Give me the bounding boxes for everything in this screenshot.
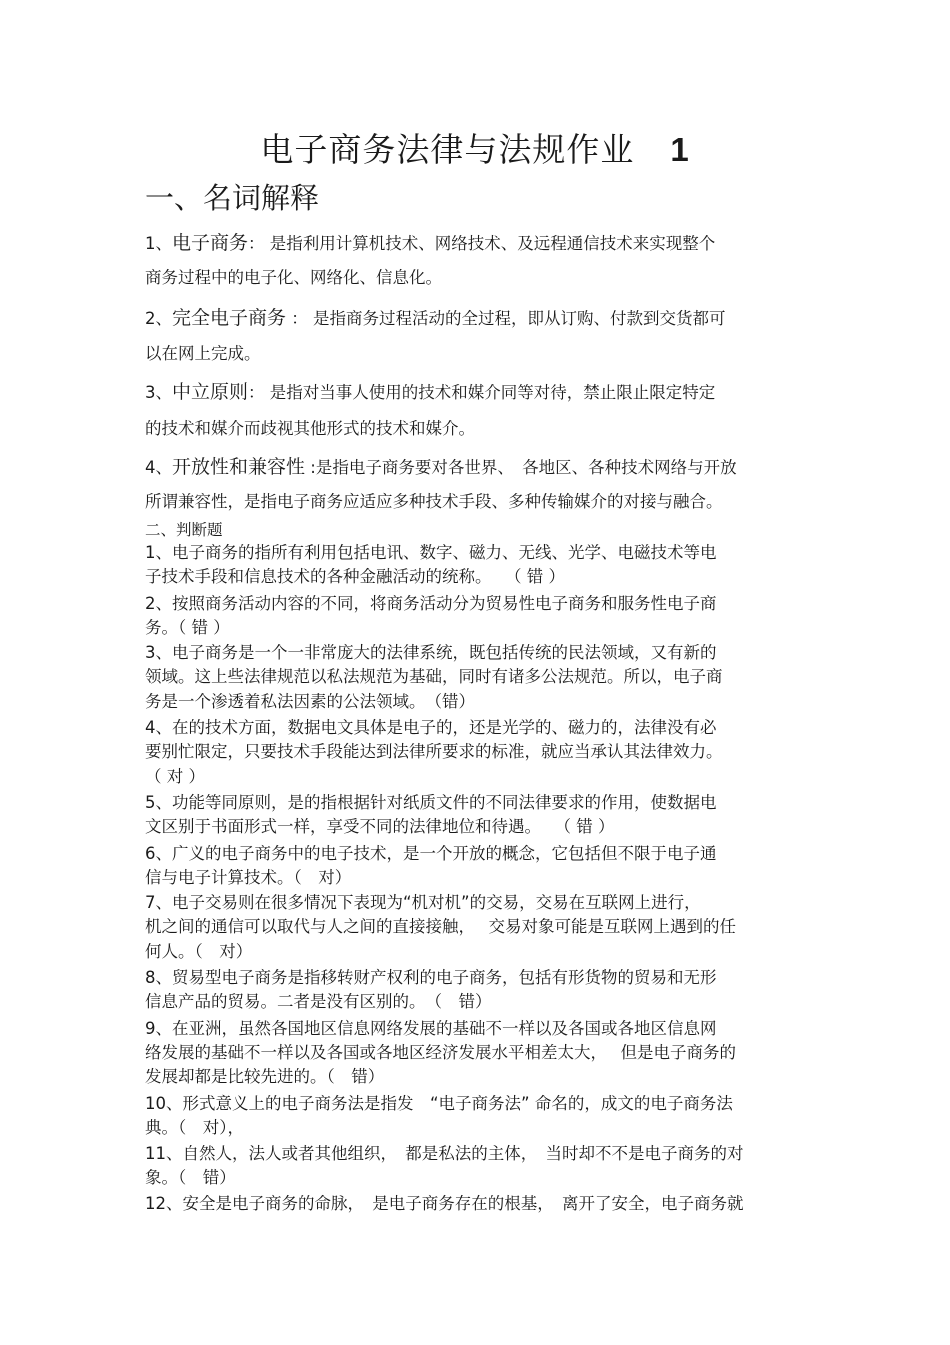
judgment-6-line-1: 6、广义的电子商务中的电子技术，是一个开放的概念，它包括但不限于电子通 <box>145 844 717 863</box>
judgment-11-line-2: 象。（ 错） <box>145 1168 236 1187</box>
judgment-4-line-3: （ 对 ） <box>145 767 205 786</box>
judgment-9-line-1: 9、在亚洲，虽然各国地区信息网络发展的基础不一样以及各国或各地区信息网 <box>145 1019 717 1038</box>
judgment-4-line-2: 要别忙限定，只要技术手段能达到法律所要求的标准，就应当承认其法律效力。 <box>145 742 723 761</box>
definition-2-line-1: 2、完全电子商务 ： 是指商务过程活动的全过程，即从订购、付款到交货都可 <box>145 307 726 329</box>
definition-4-line-1: 4、开放性和兼容性 :是指电子商务要对各世界、 各地区、各种技术网络与开放 <box>145 456 737 478</box>
section-heading-judgments: 二、判断题 <box>145 521 223 539</box>
judgment-8-line-1: 8、贸易型电子商务是指移转财产权利的电子商务，包括有形货物的贸易和无形 <box>145 968 717 987</box>
title-number: 1 <box>670 131 690 168</box>
judgment-3-line-3: 务是一个渗透着私法因素的公法领域。 （错） <box>145 692 475 711</box>
definition-term: 电子商务 <box>172 232 249 254</box>
judgment-3-line-1: 3、电子商务是一个一非常庞大的法律系统，既包括传统的民法领域，又有新的 <box>145 643 717 662</box>
judgment-10-line-2: 典。（ 对）， <box>145 1118 244 1137</box>
definition-4-line-2: 所谓兼容性，是指电子商务应适应多种技术手段、多种传输媒介的对接与融合。 <box>145 492 723 511</box>
judgment-10-line-1: 10、形式意义上的电子商务法是指发 “电子商务法” 命名的，成文的电子商务法 <box>145 1094 733 1113</box>
definition-3-line-1: 3、中立原则： 是指对当事人使用的技术和媒介同等对待，禁止限止限定特定 <box>145 381 716 403</box>
judgment-7-line-3: 何人。（ 对） <box>145 942 253 961</box>
judgment-7-line-1: 7、电子交易则在很多情况下表现为“机对机”的交易，交易在互联网上进行， <box>145 893 701 912</box>
judgment-5-line-1: 5、功能等同原则，是的指根据针对纸质文件的不同法律要求的作用，使数据电 <box>145 793 717 812</box>
judgment-9-line-2: 络发展的基础不一样以及各国或各地区经济发展水平相差太大， 但是电子商务的 <box>145 1043 736 1062</box>
judgment-4-line-1: 4、在的技术方面，数据电文具体是电子的，还是光学的、磁力的，法律没有必 <box>145 718 717 737</box>
section-heading-definitions: 一、名词解释 <box>145 181 320 215</box>
judgment-8-line-2: 信息产品的贸易。二者是没有区别的。 （ 错） <box>145 992 492 1011</box>
definition-term: 开放性和兼容性 <box>172 456 306 478</box>
definition-term: 中立原则 <box>172 381 249 403</box>
judgment-1-line-2: 子技术手段和信息技术的各种金融活动的统称。 （ 错 ） <box>145 567 565 586</box>
judgment-2-line-2: 务。（ 错 ） <box>145 618 230 637</box>
judgment-5-line-2: 文区别于书面形式一样，享受不同的法律地位和待遇。 （ 错 ） <box>145 817 615 836</box>
judgment-2-line-1: 2、按照商务活动内容的不同，将商务活动分为贸易性电子商务和服务性电子商 <box>145 594 717 613</box>
judgment-7-line-2: 机之间的通信可以取代与人之间的直接接触， 交易对象可能是互联网上遇到的任 <box>145 917 736 936</box>
definition-3-line-2: 的技术和媒介而歧视其他形式的技术和媒介。 <box>145 419 475 438</box>
document-title <box>0 124 950 171</box>
title-text: 电子商务法律与法规作业 <box>260 130 635 169</box>
judgment-11-line-1: 11、自然人，法人或者其他组织， 都是私法的主体， 当时却不不是电子商务的对 <box>145 1144 744 1163</box>
judgment-6-line-2: 信与电子计算技术。（ 对） <box>145 868 352 887</box>
judgment-1-line-1: 1、电子商务的指所有利用包括电讯、数字、磁力、无线、光学、电磁技术等电 <box>145 543 717 562</box>
definition-2-line-2: 以在网上完成。 <box>145 344 261 363</box>
judgment-3-line-2: 领域。这上些法律规范以私法规范为基础，同时有诸多公法规范。所以，电子商 <box>145 667 723 686</box>
definition-term: 完全电子商务 <box>172 307 287 329</box>
definition-1-line-2: 商务过程中的电子化、网络化、信息化。 <box>145 268 442 287</box>
judgment-12-line-1: 12、安全是电子商务的命脉， 是电子商务存在的根基， 离开了安全，电子商务就 <box>145 1194 744 1213</box>
judgment-9-line-3: 发展却都是比较先进的。（ 错） <box>145 1067 385 1086</box>
definition-1-line-1: 1、电子商务： 是指利用计算机技术、网络技术、及远程通信技术来实现整个 <box>145 232 716 254</box>
